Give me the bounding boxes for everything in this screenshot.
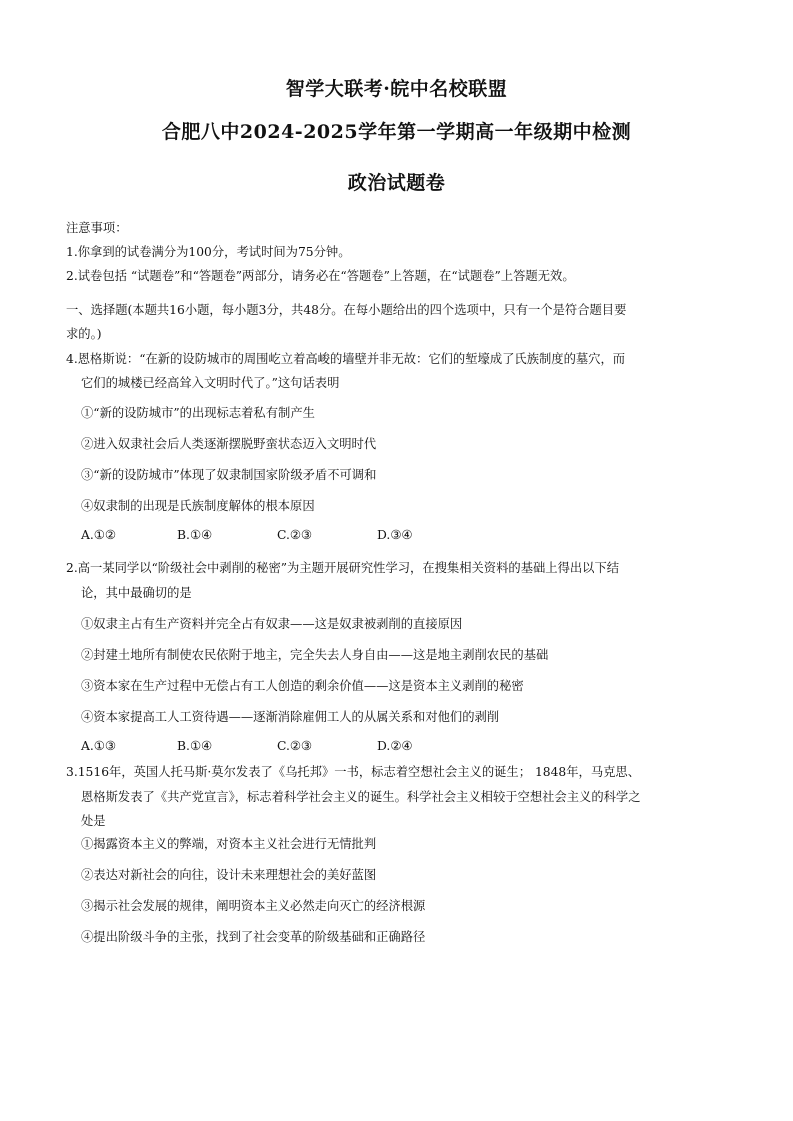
q1-option-a: A.①② — [81, 528, 116, 542]
q2-options — [81, 739, 481, 755]
q2-statement-2: ②封建土地所有制使农民依附于地主，完全失去人身自由——这是地主剥削农民的基础 — [81, 648, 549, 662]
q2-option-a: A.①③ — [81, 739, 116, 753]
q3-stem-line-3: 处是 — [81, 814, 106, 828]
q2-option-d: D.②④ — [377, 739, 413, 753]
notice-item-1: 1.你拿到的试卷满分为100分，考试时间为75分钟。 — [66, 245, 351, 259]
q2-statement-4: ④资本家提高工人工资待遇——逐渐消除雇佣工人的从属关系和对他们的剥削 — [81, 710, 500, 724]
q1-statement-4: ④奴隶制的出现是氏族制度解体的根本原因 — [81, 499, 315, 513]
q2-stem-line-2: 论，其中最确切的是 — [81, 586, 192, 600]
section-intro-line-2: 求的。) — [66, 327, 102, 341]
q1-statement-2: ②进入奴隶社会后人类逐渐摆脱野蛮状态迈入文明时代 — [81, 437, 377, 451]
q3-statement-4: ④提出阶级斗争的主张，找到了社会变革的阶级基础和正确路径 — [81, 930, 426, 944]
notice-item-2: 2.试卷包括 “试题卷”和“答题卷”两部分，请务必在“答题卷”上答题，在“试题卷”上答题无效。 — [66, 269, 575, 283]
exam-title-alliance: 智学大联考·皖中名校联盟 — [285, 78, 508, 100]
q3-stem-line-2: 恩格斯发表了《共产党宣言》，标志着科学社会主义的诞生。科学社会主义相较于空想社会主义的科学之 — [81, 790, 641, 804]
q1-statement-1: ①“新的设防城市”的出现标志着私有制产生 — [81, 406, 315, 420]
section-intro-line-1: 一、选择题(本题共16小题，每小题3分，共48分。在每小题给出的四个选项中，只有一个是符合题目要 — [66, 303, 627, 317]
q2-stem-line-1: 2.高一某同学以“阶级社会中剥削的秘密”为主题开展研究性学习，在搜集相关资料的基础上得出以下结 — [66, 561, 620, 575]
q2-option-b: B.①④ — [177, 739, 212, 753]
exam-title-school: 合肥八中2024-2025学年第一学期高一年级期中检测 — [161, 121, 632, 143]
q2-statement-3: ③资本家在生产过程中无偿占有工人创造的剩余价值——这是资本主义剥削的秘密 — [81, 679, 524, 693]
q1-statement-3: ③“新的设防城市”体现了奴隶制国家阶级矛盾不可调和 — [81, 468, 377, 482]
notice-heading: 注意事项： — [66, 221, 128, 235]
q2-statement-1: ①奴隶主占有生产资料并完全占有奴隶——这是奴隶被剥削的直接原因 — [81, 617, 463, 631]
q1-option-b: B.①④ — [177, 528, 212, 542]
q3-stem-line-1: 3.1516年，英国人托马斯·莫尔发表了《乌托邦》一书，标志着空想社会主义的诞生； 1848年，马克思、 — [66, 765, 641, 779]
q1-stem-line-2: 它们的城楼已经高耸入文明时代了。”这句话表明 — [81, 376, 340, 390]
q1-options — [81, 528, 481, 544]
q1-option-d: D.③④ — [377, 528, 413, 542]
q1-option-c: C.②③ — [277, 528, 312, 542]
q3-statement-2: ②表达对新社会的向往，设计未来理想社会的美好蓝图 — [81, 868, 377, 882]
q2-option-c: C.②③ — [277, 739, 312, 753]
q3-statement-3: ③揭示社会发展的规律，阐明资本主义必然走向灭亡的经济根源 — [81, 899, 426, 913]
q3-statement-1: ①揭露资本主义的弊端，对资本主义社会进行无情批判 — [81, 837, 377, 851]
exam-title-subject: 政治试题卷 — [347, 172, 446, 194]
q1-stem-line-1: 4.恩格斯说：“在新的设防城市的周围屹立着高峻的墙壁并非无故：它们的堑壕成了氏族制度的墓穴，而 — [66, 352, 626, 366]
